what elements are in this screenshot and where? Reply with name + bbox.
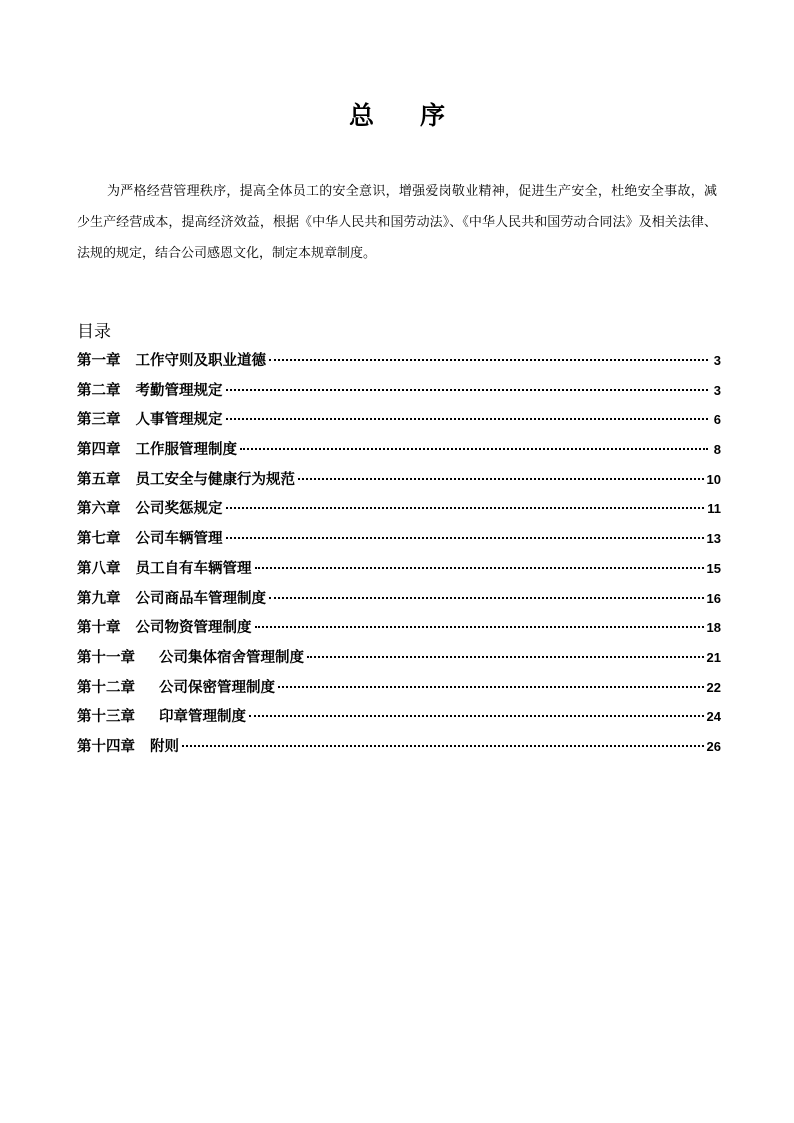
toc-title: 公司保密管理制度 <box>159 679 275 696</box>
toc-leader <box>278 686 704 688</box>
toc-title: 工作守则及职业道德 <box>135 353 266 369</box>
page-title <box>0 96 794 132</box>
toc-page-number: 22 <box>706 679 721 695</box>
toc-leader <box>226 507 705 509</box>
toc-page-number: 6 <box>713 412 721 428</box>
toc-item-4[interactable] <box>77 435 721 465</box>
toc-heading: 目录 <box>77 322 111 342</box>
toc-item-3[interactable] <box>77 405 721 435</box>
toc-leader <box>255 626 704 628</box>
toc-item-13[interactable] <box>77 702 721 732</box>
toc-page-number: 3 <box>713 353 721 368</box>
toc-leader <box>307 656 704 658</box>
toc-leader <box>255 567 704 569</box>
toc-item-1[interactable] <box>77 346 721 376</box>
toc-chapter: 第四章 <box>77 442 121 459</box>
toc-chapter: 第十二章 <box>77 679 135 696</box>
toc-page-number: 3 <box>713 382 721 398</box>
toc-page-number: 21 <box>706 649 721 665</box>
toc-chapter: 第十四章 <box>77 738 135 755</box>
toc-item-2[interactable] <box>77 376 721 406</box>
toc-title: 公司商品车管理制度 <box>135 590 266 607</box>
toc-leader <box>226 418 709 420</box>
toc-title: 公司奖惩规定 <box>135 501 223 518</box>
toc-chapter: 第三章 <box>77 412 121 429</box>
toc-item-5[interactable] <box>77 465 721 495</box>
toc-chapter: 第八章 <box>77 560 121 577</box>
toc-title: 公司集体宿舍管理制度 <box>159 649 304 666</box>
toc-page-number: 15 <box>706 560 721 576</box>
toc-chapter: 第五章 <box>77 471 121 488</box>
toc-title: 人事管理规定 <box>135 412 223 429</box>
toc-title: 公司物资管理制度 <box>135 620 252 637</box>
toc-page-number: 10 <box>706 471 721 487</box>
page-title-right: 序 <box>420 101 446 130</box>
toc-leader <box>249 715 704 717</box>
table-of-contents <box>77 346 721 762</box>
toc-title: 附则 <box>150 738 179 755</box>
toc-item-10[interactable] <box>77 613 721 643</box>
toc-leader <box>240 448 708 450</box>
toc-item-14[interactable] <box>77 732 721 762</box>
intro-paragraph: 为严格经营管理秩序，提高全体员工的安全意识，增强爱岗敬业精神，促进生产安全，杜绝安全事故，减少生产经营成本，提高经济效益，根据《中华人民共和国劳动法》、《中华人民共和国劳动合同法》及相关法律、法规的规定，结合公司感恩文化，制定本规章制度。 <box>77 184 717 261</box>
toc-leader <box>269 597 704 599</box>
toc-page-number: 8 <box>713 442 721 458</box>
toc-page-number: 18 <box>706 620 721 636</box>
toc-leader <box>226 537 704 539</box>
toc-chapter: 第七章 <box>77 531 121 548</box>
toc-leader <box>182 745 704 747</box>
toc-item-8[interactable] <box>77 554 721 584</box>
toc-chapter: 第六章 <box>77 501 121 518</box>
toc-leader <box>298 478 704 480</box>
toc-leader <box>269 359 708 361</box>
toc-item-6[interactable] <box>77 494 721 524</box>
toc-page-number: 26 <box>706 738 721 754</box>
toc-page-number: 16 <box>706 590 721 606</box>
toc-chapter: 第十章 <box>77 620 121 637</box>
toc-page-number: 24 <box>706 709 721 725</box>
toc-chapter: 第九章 <box>77 590 121 607</box>
toc-chapter: 第二章 <box>77 382 121 399</box>
toc-item-7[interactable] <box>77 524 721 554</box>
toc-title: 印章管理制度 <box>159 709 246 726</box>
toc-chapter: 第十三章 <box>77 709 135 726</box>
toc-title: 公司车辆管理 <box>135 531 223 548</box>
toc-chapter: 第一章 <box>77 353 121 369</box>
page-title-left: 总 <box>348 101 374 130</box>
toc-title: 员工自有车辆管理 <box>135 560 252 577</box>
toc-item-12[interactable] <box>77 673 721 703</box>
toc-item-11[interactable] <box>77 643 721 673</box>
toc-title: 员工安全与健康行为规范 <box>135 471 295 488</box>
toc-page-number: 13 <box>706 531 721 547</box>
toc-title: 考勤管理规定 <box>135 382 223 399</box>
toc-item-9[interactable] <box>77 584 721 614</box>
toc-chapter: 第十一章 <box>77 649 135 666</box>
toc-title: 工作服管理制度 <box>135 442 237 459</box>
toc-page-number: 11 <box>707 501 721 517</box>
toc-leader <box>226 389 709 391</box>
